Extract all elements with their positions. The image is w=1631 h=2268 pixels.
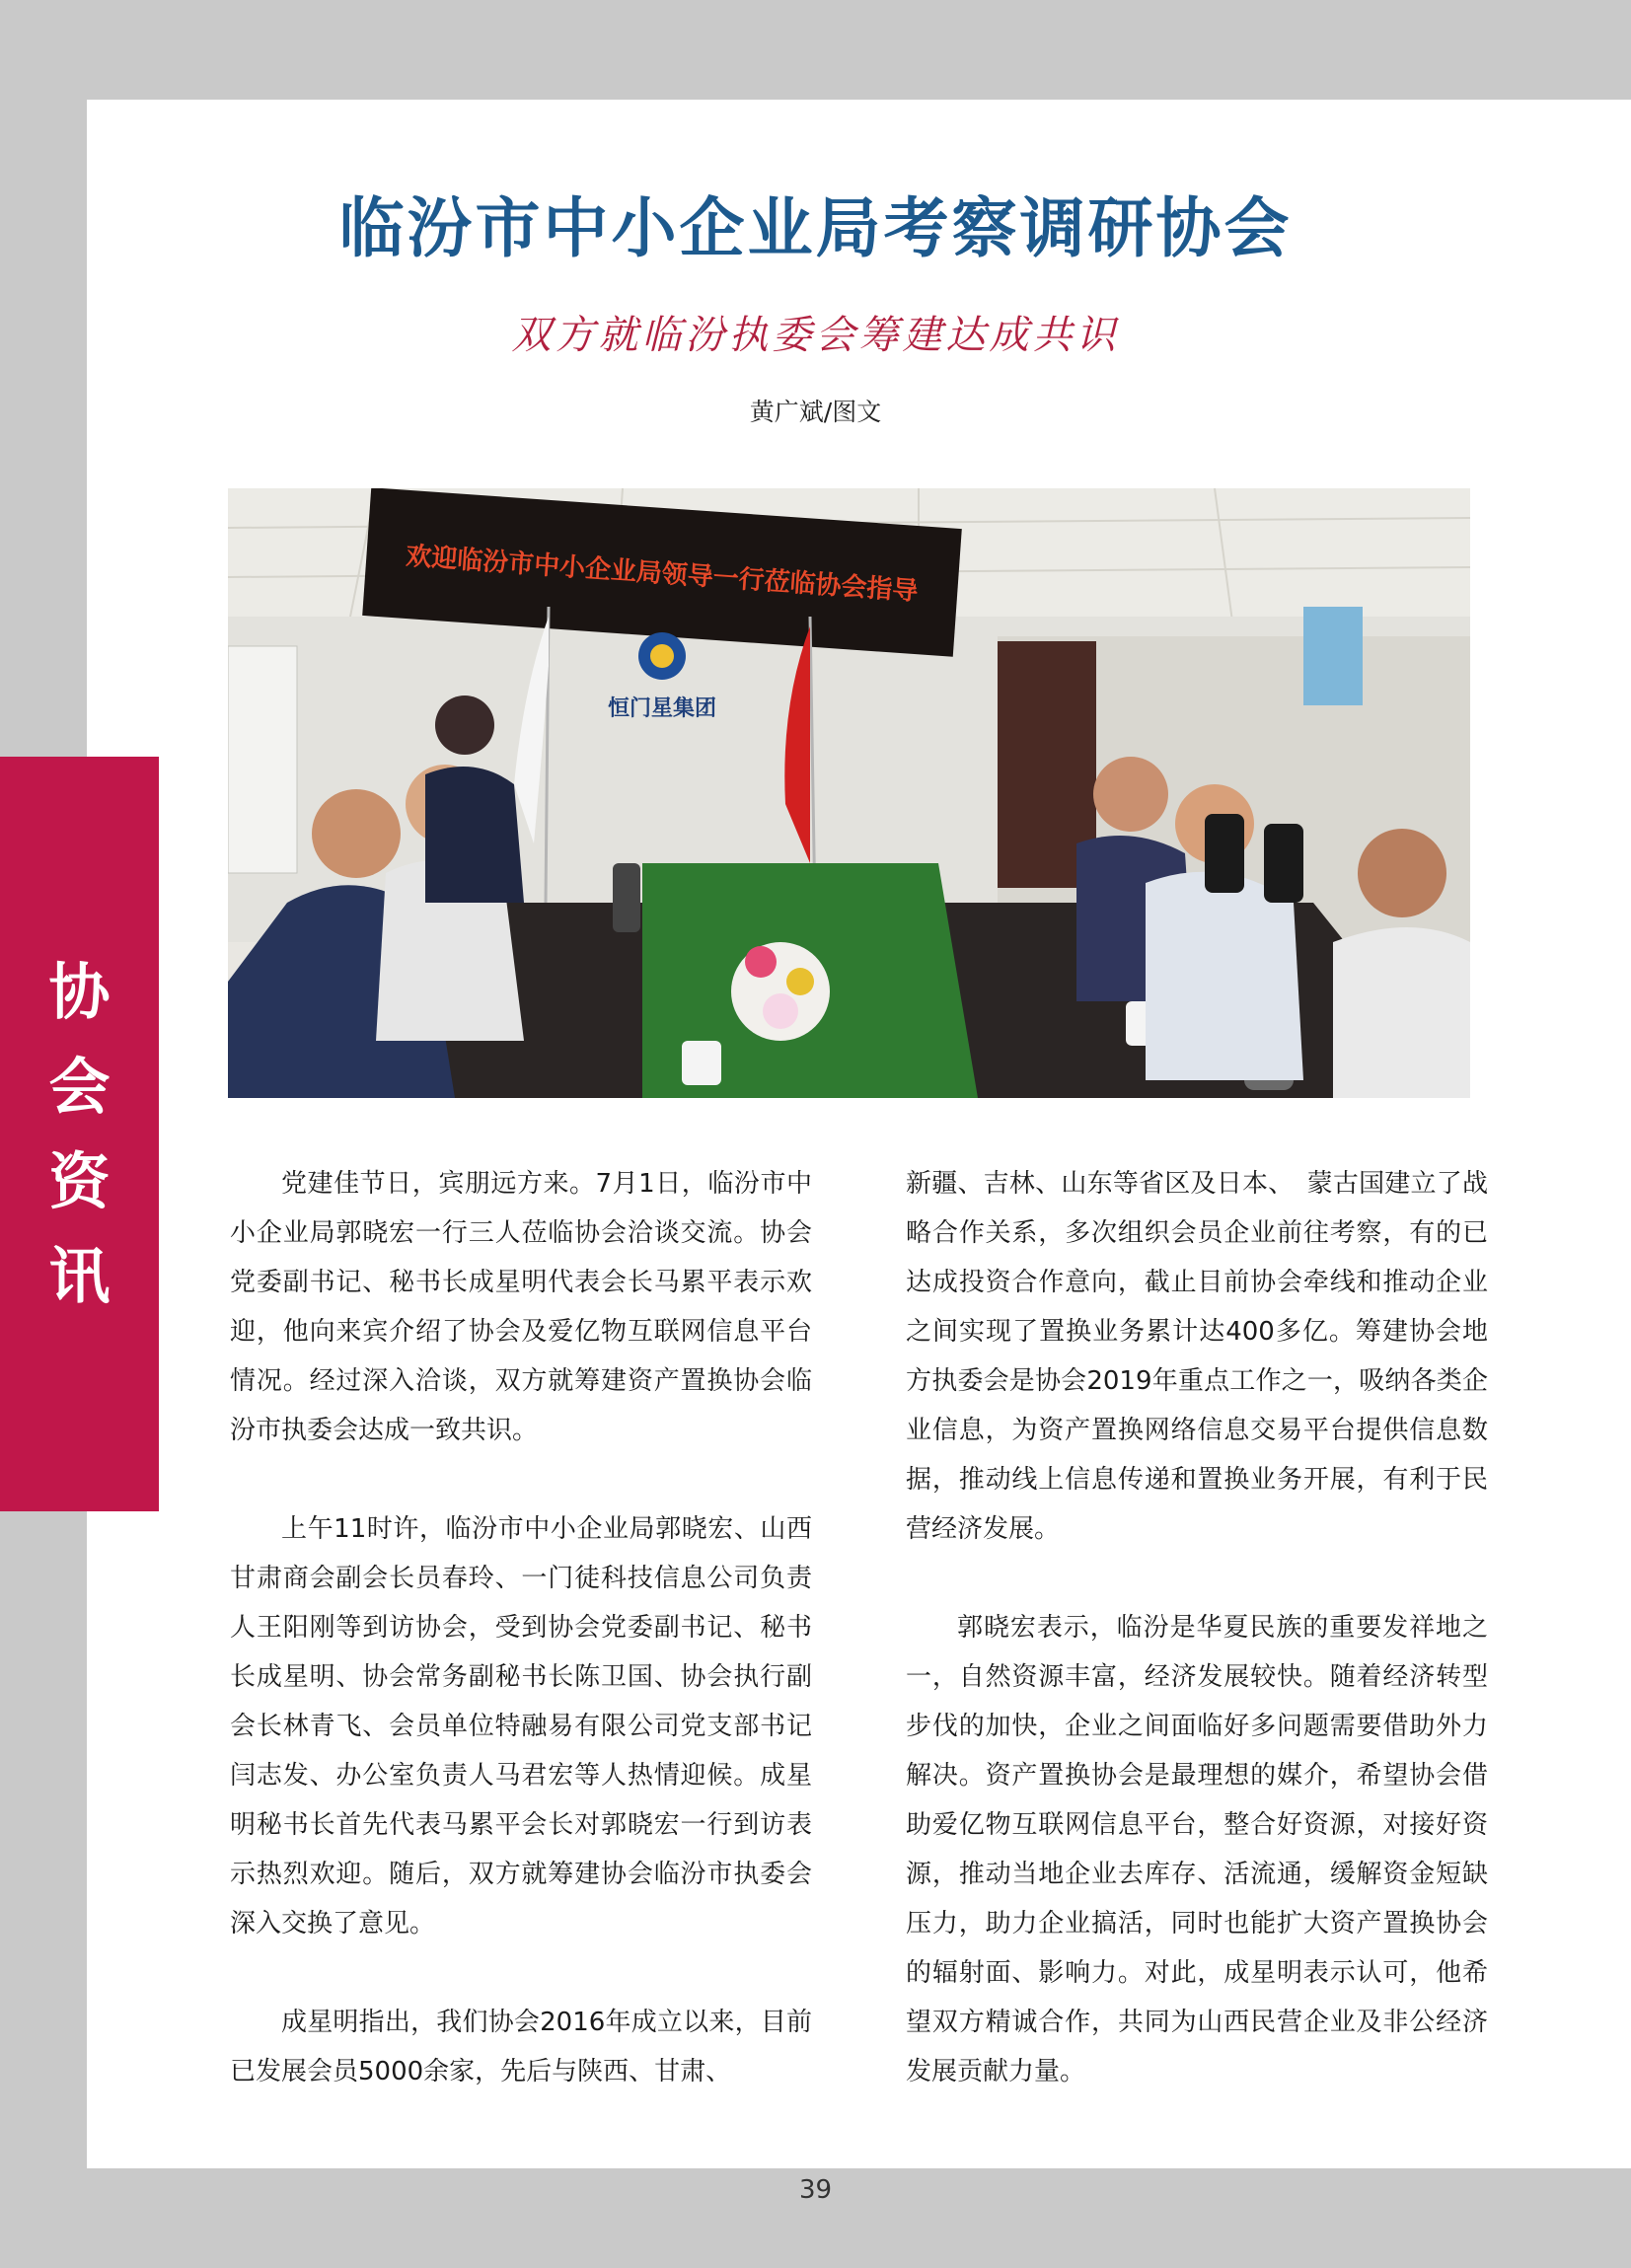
article-title: 临汾市中小企业局考察调研协会	[338, 190, 1293, 266]
article-paragraph: 成星明指出，我们协会2016年成立以来，目前已发展会员5000余家，先后与陕西、甘肃、	[230, 2008, 812, 2086]
section-tab-char: 会	[48, 1050, 111, 1123]
article-column-left	[230, 1159, 812, 2146]
article-paragraph: 新疆、吉林、山东等省区及日本、 蒙古国建立了战略合作关系，多次组织会员企业前往考察，有的已达成投资合作意向，截止目前协会牵线和推动企业之间实现了置换业务累计达400多亿。筹建协会地方执委会是协会2019年重点工作之一，吸纳各类企业信息，为资产置换网络信息交易平台提供信息数据，推动线上信息传递和置换业务开展，有利于民营经济发展。	[906, 1169, 1488, 1544]
article-paragraph: 郭晓宏表示，临汾是华夏民族的重要发祥地之一，自然资源丰富，经济发展较快。随着经济转型步伐的加快，企业之间面临好多问题需要借助外力解决。资产置换协会是最理想的媒介，希望协会借助爱亿物互联网信息平台，整合好资源，对接好资源，推动当地企业去库存、活流通，缓解资金短缺压力，助力企业搞活，同时也能扩大资产置换协会的辐射面、影响力。对此，成星明表示认可，他希望双方精诚合作，共同为山西民营企业及非公经济发展贡献力量。	[906, 1613, 1488, 2086]
meeting-photo	[228, 488, 1470, 1098]
article-paragraph: 上午11时许，临汾市中小企业局郭晓宏、山西甘肃商会副会长员春玲、一门徒科技信息公司负责人王阳刚等到访协会，受到协会党委副书记、秘书长成星明、协会常务副秘书长陈卫国、协会执行副会长林青飞、会员单位特融易有限公司党支部书记闫志发、办公室负责人马君宏等人热情迎候。成星明秘书长首先代表马累平会长对郭晓宏一行到访表示热烈欢迎。随后，双方就筹建协会临汾市执委会深入交换了意见。	[230, 1514, 812, 1939]
meeting-photo-illustration	[228, 488, 1470, 1098]
article-subtitle: 双方就临汾执委会筹建达成共识	[511, 313, 1120, 358]
section-tab-char: 讯	[48, 1239, 111, 1312]
section-tab	[0, 757, 159, 1511]
article-column-right	[906, 1159, 1488, 2146]
banner-text: 欢迎临汾市中小企业局领导一行莅临协会指导	[405, 541, 920, 608]
page-number: 39	[798, 2175, 833, 2205]
article-byline: 黄广斌/图文	[749, 398, 882, 426]
logo-text: 恒门星集团	[607, 696, 717, 721]
article-paragraph: 党建佳节日，宾朋远方来。7月1日，临汾市中小企业局郭晓宏一行三人莅临协会洽谈交流。协会党委副书记、秘书长成星明代表会长马累平表示欢迎，他向来宾介绍了协会及爱亿物互联网信息平台情况。经过深入洽谈，双方就筹建资产置换协会临汾市执委会达成一致共识。	[230, 1169, 812, 1445]
section-tab-char: 资	[48, 1144, 111, 1217]
section-tab-char: 协	[48, 955, 111, 1028]
